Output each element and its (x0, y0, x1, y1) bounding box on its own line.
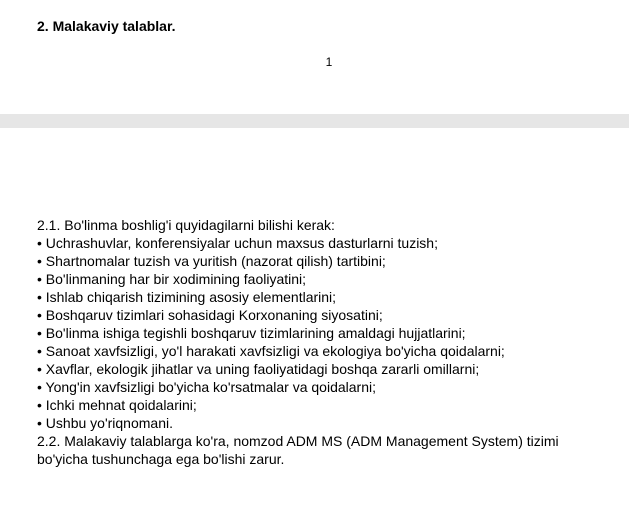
list-item (37, 270, 612, 288)
list-item (37, 414, 612, 432)
list-item (37, 378, 612, 396)
bullet-marker: • (37, 307, 42, 323)
list-item (37, 288, 612, 306)
document-page-2 (0, 128, 629, 512)
list-item (37, 396, 612, 414)
list-item-text: Yong'in xavfsizligi bo'yicha ko'rsatmalar va qoidalarni; (45, 379, 376, 395)
bullet-marker: • (37, 415, 42, 431)
list-item-text: Bo'linma ishiga tegishli boshqaruv tizimlarining amaldagi hujjatlarini; (45, 325, 466, 341)
intro-paragraph: 2.1. Bo'linma boshlig'i quyidagilarni bilishi kerak: (37, 217, 335, 233)
page-separator (0, 114, 629, 128)
bullet-marker: • (37, 325, 42, 341)
bullet-marker: • (37, 397, 42, 413)
bullet-marker: • (37, 379, 42, 395)
list-item-text: Uchrashuvlar, konferensiyalar uchun maxsus dasturlarni tuzish; (45, 235, 438, 251)
requirements-list (37, 234, 612, 432)
list-item (37, 252, 612, 270)
list-item-text: Ishlab chiqarish tizimining asosiy elementlarini; (45, 289, 337, 305)
bullet-marker: • (37, 361, 42, 377)
list-item (37, 324, 612, 342)
list-item (37, 306, 612, 324)
bullet-marker: • (37, 271, 42, 287)
page-content (37, 216, 612, 468)
bullet-marker: • (37, 253, 42, 269)
document-page-1 (0, 0, 629, 114)
list-item-text: Shartnomalar tuzish va yuritish (nazorat qilish) tartibini; (45, 253, 386, 269)
list-item-text: Ushbu yo'riqnomani. (45, 415, 173, 431)
list-item (37, 234, 612, 252)
list-item-text: Bo'linmaning har bir xodimining faoliyatini; (45, 271, 307, 287)
list-item (37, 342, 612, 360)
list-item-text: Xavflar, ekologik jihatlar va uning faoliyatidagi boshqa zararli omillarni; (45, 361, 480, 377)
page-number: 1 (325, 55, 333, 69)
bullet-marker: • (37, 289, 42, 305)
bullet-marker: • (37, 343, 42, 359)
bullet-marker: • (37, 235, 42, 251)
list-item (37, 360, 612, 378)
list-item-text: Sanoat xavfsizligi, yo'l harakati xavfsizligi va ekologiya bo'yicha qoidalarni; (45, 343, 505, 359)
section-heading: 2. Malakaviy talablar. (37, 18, 176, 34)
list-item-text: Ichki mehnat qoidalarini; (45, 397, 197, 413)
closing-paragraph: 2.2. Malakaviy talablarga ko'ra, nomzod ADM MS (ADM Management System) tizimi bo'yicha tushunchaga ega bo'lishi zarur. (37, 433, 559, 467)
list-item-text: Boshqaruv tizimlari sohasidagi Korxonaning siyosatini; (45, 307, 383, 323)
